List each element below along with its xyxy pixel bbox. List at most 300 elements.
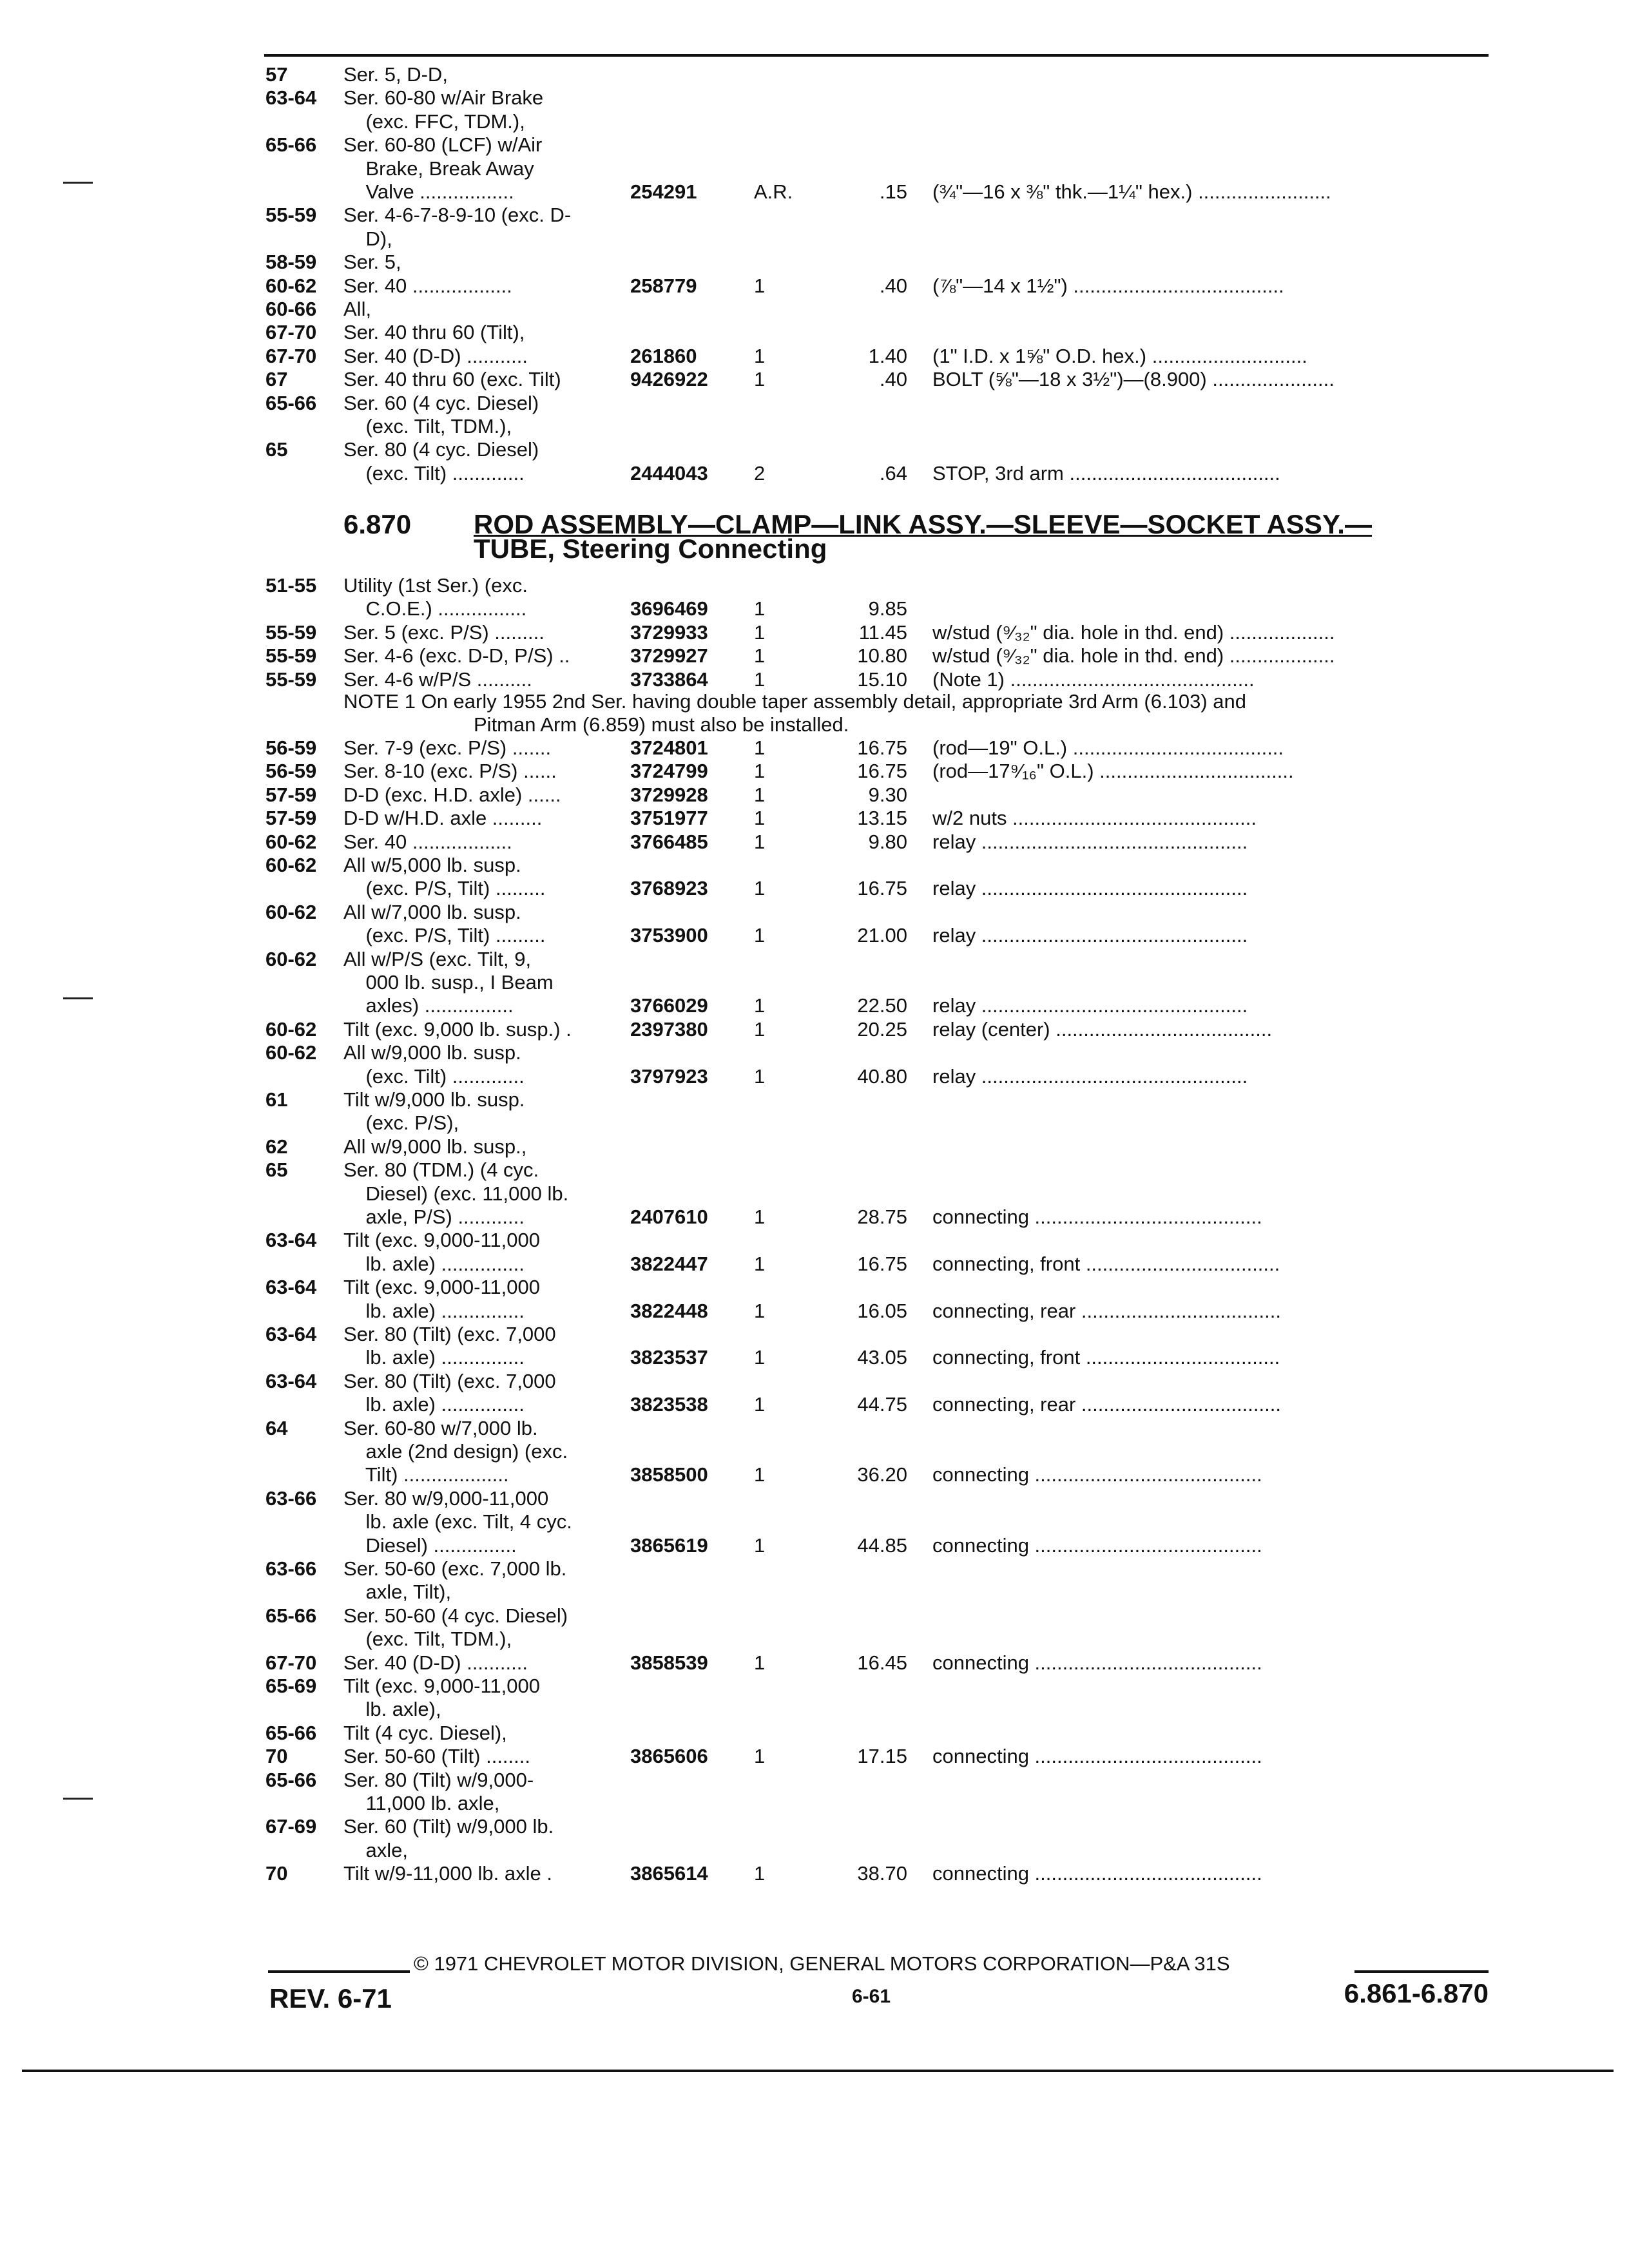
description-cell: Ser. 50-60 (4 cyc. Diesel) [343, 1604, 568, 1627]
price-cell: 16.75 [857, 760, 907, 783]
price-cell: 40.80 [857, 1064, 907, 1088]
price-cell: 16.75 [857, 736, 907, 759]
quantity-cell: 1 [754, 1533, 766, 1557]
table-row [0, 321, 1629, 344]
remarks-cell: (¾"—16 x ⅜" thk.—1¼" hex.) ........................ [932, 180, 1331, 203]
description-cell: (exc. Tilt, TDM.), [343, 1628, 512, 1651]
description-cell: lb. axle) ............... [343, 1346, 525, 1369]
quantity-cell: 1 [754, 1651, 766, 1674]
quantity-cell: 1 [754, 1017, 766, 1041]
quantity-cell: A.R. [754, 180, 793, 203]
remarks-cell: connecting ......................................... [932, 1533, 1262, 1557]
section-range: 6.861-6.870 [1344, 1978, 1489, 2008]
part-number-cell: 3729933 [630, 620, 708, 644]
table-row [0, 345, 1629, 368]
year-cell: 67-69 [265, 1815, 317, 1838]
remarks-cell: (Note 1) ............................................ [932, 668, 1255, 691]
description-cell: Ser. 80 (4 cyc. Diesel) [343, 438, 539, 461]
quantity-cell: 1 [754, 368, 766, 391]
table-row [0, 971, 1629, 994]
table-row [0, 1393, 1629, 1416]
table-row [0, 251, 1629, 274]
remarks-cell: relay ................................................ [932, 877, 1248, 900]
quantity-cell: 1 [754, 668, 766, 691]
section-number: 6.870 [343, 509, 412, 539]
part-number-cell: 2397380 [630, 1017, 708, 1041]
year-cell: 65-66 [265, 391, 317, 414]
description-cell: Ser. 40 .................. [343, 274, 512, 297]
description-cell: axles) ................ [343, 994, 514, 1017]
part-number-cell: 2407610 [630, 1206, 708, 1228]
description-cell: Ser. 8-10 (exc. P/S) ...... [343, 760, 557, 783]
year-cell: 63-66 [265, 1557, 317, 1580]
year-cell: 63-64 [265, 1229, 317, 1252]
year-cell: 65 [265, 1158, 288, 1182]
year-cell: 60-62 [265, 830, 317, 853]
table-row [0, 1745, 1629, 1768]
table-row [0, 1769, 1629, 1792]
quantity-cell: 1 [754, 644, 766, 668]
year-cell: 67-70 [265, 321, 317, 344]
part-number-cell: 254291 [630, 180, 697, 203]
table-row [0, 621, 1629, 644]
description-cell: axle, P/S) ............ [343, 1206, 525, 1228]
price-cell: 1.40 [868, 344, 907, 367]
description-cell: Ser. 80 (Tilt) (exc. 7,000 [343, 1369, 556, 1392]
quantity-cell: 1 [754, 1346, 766, 1369]
description-cell: (exc. Tilt) ............. [343, 1064, 525, 1088]
remarks-cell: connecting ......................................... [932, 1745, 1262, 1768]
description-cell: 11,000 lb. axle, [343, 1792, 500, 1814]
remarks-cell: relay ................................................ [932, 830, 1248, 853]
table-row [0, 1463, 1629, 1486]
table-row [0, 1323, 1629, 1346]
table-row [0, 994, 1629, 1017]
year-cell: 51-55 [265, 574, 317, 597]
quantity-cell: 1 [754, 1862, 766, 1885]
year-cell: 56-59 [265, 760, 317, 783]
table-row [0, 1088, 1629, 1111]
description-cell: Ser. 40 .................. [343, 830, 512, 853]
description-cell: Ser. 40 thru 60 (exc. Tilt) [343, 368, 561, 391]
table-row [0, 1440, 1629, 1463]
description-cell: Ser. 60 (Tilt) w/9,000 lb. [343, 1815, 554, 1838]
quantity-cell: 1 [754, 924, 766, 947]
part-number-cell: 3797923 [630, 1064, 708, 1088]
table-row [0, 1510, 1629, 1533]
year-cell: 57-59 [265, 807, 317, 830]
price-cell: 16.75 [857, 877, 907, 900]
quantity-cell: 2 [754, 461, 766, 485]
year-cell: 57 [265, 63, 288, 86]
description-cell: D-D (exc. H.D. axle) ...... [343, 783, 561, 806]
description-cell: lb. axle) ............... [343, 1252, 525, 1275]
description-cell: lb. axle) ............... [343, 1393, 525, 1416]
part-number-cell: 9426922 [630, 368, 708, 391]
table-row [0, 807, 1629, 830]
description-cell: Tilt w/9,000 lb. susp. [343, 1088, 525, 1111]
top-rule [264, 54, 1489, 57]
price-cell: 36.20 [857, 1463, 907, 1486]
description-cell: 000 lb. susp., I Beam [343, 971, 554, 994]
price-cell: 16.75 [857, 1252, 907, 1275]
price-cell: 9.80 [868, 830, 907, 853]
year-cell: 63-64 [265, 1276, 317, 1299]
description-cell: Ser. 60 (4 cyc. Diesel) [343, 391, 539, 414]
quantity-cell: 1 [754, 736, 766, 759]
description-cell: Ser. 5, D-D, [343, 63, 448, 86]
price-cell: 22.50 [857, 994, 907, 1017]
remarks-cell: relay ................................................ [932, 924, 1248, 947]
table-row [0, 1628, 1629, 1651]
price-cell: 16.45 [857, 1651, 907, 1674]
table-row [0, 368, 1629, 391]
table-row [0, 133, 1629, 157]
table-row [0, 1182, 1629, 1206]
bottom-rule [22, 2070, 1614, 2072]
table-row [0, 1370, 1629, 1393]
remarks-cell: (rod—17⁹⁄₁₆" O.L.) ................................... [932, 760, 1294, 783]
table-row [0, 227, 1629, 251]
part-number-cell: 261860 [630, 344, 697, 367]
part-number-cell: 3753900 [630, 924, 708, 947]
description-cell: Ser. 40 (D-D) ........... [343, 1651, 528, 1674]
table-row [0, 110, 1629, 133]
part-number-cell: 3766485 [630, 830, 708, 853]
description-cell: Brake, Break Away [343, 157, 534, 180]
description-cell: D), [343, 227, 392, 250]
table-row [0, 760, 1629, 783]
part-number-cell: 2444043 [630, 461, 708, 485]
note-line1: NOTE 1 On early 1955 2nd Ser. having double taper assembly detail, appropriate 3rd Arm (6.103) and [343, 690, 1246, 713]
description-cell: Ser. 60-80 w/7,000 lb. [343, 1416, 538, 1439]
year-cell: 64 [265, 1416, 288, 1439]
year-cell: 57-59 [265, 783, 317, 806]
description-cell: Tilt (exc. 9,000-11,000 [343, 1675, 540, 1697]
table-row [0, 668, 1629, 691]
price-cell: 20.25 [857, 1017, 907, 1041]
description-cell: Ser. 50-60 (Tilt) ........ [343, 1745, 530, 1768]
price-cell: 43.05 [857, 1346, 907, 1369]
table-row [0, 1229, 1629, 1252]
quantity-cell: 1 [754, 1299, 766, 1322]
quantity-cell: 1 [754, 1745, 766, 1768]
revision: REV. 6-71 [269, 1983, 392, 2013]
table-row [0, 86, 1629, 110]
description-cell: Tilt w/9-11,000 lb. axle . [343, 1862, 552, 1885]
table-row [0, 415, 1629, 438]
part-number-cell: 3729928 [630, 783, 708, 806]
description-cell: Tilt (exc. 9,000-11,000 [343, 1229, 540, 1252]
description-cell: Ser. 40 (D-D) ........... [343, 344, 528, 367]
description-cell: Tilt (exc. 9,000 lb. susp.) . [343, 1017, 572, 1041]
year-cell: 67-70 [265, 344, 317, 367]
description-cell: lb. axle) ............... [343, 1299, 525, 1322]
year-cell: 55-59 [265, 204, 317, 227]
table-row [0, 1862, 1629, 1885]
table-row [0, 438, 1629, 461]
year-cell: 55-59 [265, 644, 317, 668]
year-cell: 65-66 [265, 1721, 317, 1744]
year-cell: 63-64 [265, 1323, 317, 1345]
description-cell: (exc. Tilt, TDM.), [343, 415, 512, 437]
description-cell: D-D w/H.D. axle ......... [343, 807, 543, 830]
price-cell: 38.70 [857, 1862, 907, 1885]
year-cell: 63-66 [265, 1486, 317, 1510]
copyright: © 1971 CHEVROLET MOTOR DIVISION, GENERAL MOTORS CORPORATION—P&A 31S [414, 1952, 1230, 1975]
table-row [0, 1111, 1629, 1135]
table-row [0, 1581, 1629, 1604]
quantity-cell: 1 [754, 274, 766, 297]
remarks-cell: connecting ......................................... [932, 1651, 1262, 1674]
part-number-cell: 3768923 [630, 877, 708, 900]
year-cell: 60-62 [265, 1041, 317, 1064]
quantity-cell: 1 [754, 830, 766, 853]
price-cell: 11.45 [858, 620, 907, 644]
description-cell: Valve ................. [343, 180, 514, 203]
year-cell: 65-66 [265, 133, 317, 157]
year-cell: 60-62 [265, 1017, 317, 1041]
table-row [0, 392, 1629, 415]
part-number-cell: 3729927 [630, 644, 708, 668]
table-row [0, 854, 1629, 877]
part-number-cell: 3858539 [630, 1651, 708, 1674]
part-number-cell: 3751977 [630, 807, 708, 830]
year-cell: 65 [265, 438, 288, 461]
quantity-cell: 1 [754, 620, 766, 644]
year-cell: 55-59 [265, 620, 317, 644]
description-cell: All w/9,000 lb. susp., [343, 1135, 527, 1158]
remarks-cell: connecting, front ................................... [932, 1252, 1280, 1275]
description-cell: axle (2nd design) (exc. [343, 1440, 568, 1463]
description-cell: Tilt (exc. 9,000-11,000 [343, 1276, 540, 1299]
part-number-cell: 3822447 [630, 1252, 708, 1275]
year-cell: 67 [265, 368, 288, 391]
part-number-cell: 3733864 [630, 668, 708, 691]
price-cell: 16.05 [857, 1299, 907, 1322]
table-row [0, 574, 1629, 597]
description-cell: Ser. 4-6 (exc. D-D, P/S) .. [343, 644, 570, 668]
price-cell: .40 [879, 274, 907, 297]
table-row [0, 1417, 1629, 1440]
table-row [0, 1792, 1629, 1815]
description-cell: Ser. 5, [343, 251, 401, 274]
remarks-cell: w/2 nuts ............................................ [932, 807, 1257, 830]
description-cell: Ser. 80 w/9,000-11,000 [343, 1486, 549, 1510]
part-number-cell: 3823537 [630, 1346, 708, 1369]
year-cell: 60-62 [265, 900, 317, 923]
description-cell: Ser. 50-60 (exc. 7,000 lb. [343, 1557, 567, 1580]
table-row [0, 877, 1629, 900]
description-cell: Diesel) (exc. 11,000 lb. [343, 1182, 569, 1205]
note-line2: Pitman Arm (6.859) must also be installed. [474, 713, 849, 736]
description-cell: All w/9,000 lb. susp. [343, 1041, 521, 1064]
quantity-cell: 1 [754, 1252, 766, 1275]
table-row [0, 644, 1629, 668]
table-row [0, 1158, 1629, 1182]
remarks-cell: connecting, front ................................... [932, 1346, 1280, 1369]
quantity-cell: 1 [754, 1206, 766, 1228]
year-cell: 63-64 [265, 86, 317, 110]
price-cell: 9.85 [868, 597, 907, 620]
table-row [0, 1698, 1629, 1721]
table-row [0, 157, 1629, 180]
quantity-cell: 1 [754, 783, 766, 806]
price-cell: 10.80 [857, 644, 907, 668]
part-number-cell: 3865614 [630, 1862, 708, 1885]
year-cell: 56-59 [265, 736, 317, 759]
part-number-cell: 3766029 [630, 994, 708, 1017]
remarks-cell: STOP, 3rd arm ...................................... [932, 461, 1280, 485]
description-cell: All w/P/S (exc. Tilt, 9, [343, 947, 532, 970]
table-row [0, 1675, 1629, 1698]
remarks-cell: (⅞"—14 x 1½") ...................................... [932, 274, 1284, 297]
price-cell: 21.00 [857, 924, 907, 947]
quantity-cell: 1 [754, 1064, 766, 1088]
table-row [0, 63, 1629, 86]
description-cell: (exc. Tilt) ............. [343, 461, 525, 485]
year-cell: 60-62 [265, 274, 317, 297]
quantity-cell: 1 [754, 994, 766, 1017]
description-cell: (exc. P/S, Tilt) ......... [343, 924, 546, 947]
description-cell: All, [343, 298, 372, 320]
description-cell: (exc. FFC, TDM.), [343, 110, 525, 133]
price-cell: .40 [879, 368, 907, 391]
description-cell: Tilt (4 cyc. Diesel), [343, 1721, 507, 1744]
price-cell: 9.30 [868, 783, 907, 806]
remarks-cell: w/stud (⁹⁄₃₂" dia. hole in thd. end) ................... [932, 644, 1335, 668]
table-row [0, 1487, 1629, 1510]
description-cell: Diesel) ............... [343, 1533, 517, 1557]
table-row [0, 1534, 1629, 1557]
table-row [0, 180, 1629, 204]
remarks-cell: w/stud (⁹⁄₃₂" dia. hole in thd. end) ................... [932, 620, 1335, 644]
year-cell: 70 [265, 1862, 288, 1885]
table-row [0, 1839, 1629, 1862]
remarks-cell: connecting ......................................... [932, 1862, 1262, 1885]
remarks-cell: relay (center) ....................................... [932, 1017, 1273, 1041]
quantity-cell: 1 [754, 760, 766, 783]
year-cell: 60-62 [265, 947, 317, 970]
table-row [0, 1041, 1629, 1064]
price-cell: 44.85 [857, 1533, 907, 1557]
description-cell: (exc. P/S), [343, 1111, 459, 1135]
quantity-cell: 1 [754, 1393, 766, 1416]
description-cell: Ser. 60-80 (LCF) w/Air [343, 133, 543, 157]
year-cell: 63-64 [265, 1369, 317, 1392]
price-cell: 15.10 [857, 668, 907, 691]
table-row [0, 1346, 1629, 1369]
table-row [0, 1557, 1629, 1581]
year-cell: 67-70 [265, 1651, 317, 1674]
description-cell: All w/7,000 lb. susp. [343, 900, 521, 923]
table-row [0, 1651, 1629, 1675]
year-cell: 65-69 [265, 1675, 317, 1697]
price-cell: .64 [879, 461, 907, 485]
part-number-cell: 3724799 [630, 760, 708, 783]
table-row [0, 924, 1629, 947]
description-cell: Ser. 4-6 w/P/S .......... [343, 668, 532, 691]
price-cell: 17.15 [857, 1745, 907, 1768]
year-cell: 65-66 [265, 1768, 317, 1791]
table-row [0, 901, 1629, 924]
quantity-cell: 1 [754, 597, 766, 620]
year-cell: 65-66 [265, 1604, 317, 1627]
year-cell: 60-62 [265, 854, 317, 876]
description-cell: Ser. 60-80 w/Air Brake [343, 86, 544, 110]
remarks-cell: connecting ......................................... [932, 1463, 1262, 1486]
part-number-cell: 3696469 [630, 597, 708, 620]
description-cell: lb. axle), [343, 1698, 441, 1721]
part-number-cell: 3724801 [630, 736, 708, 759]
table-row [0, 1604, 1629, 1628]
section-title-line1: ROD ASSEMBLY—CLAMP—LINK ASSY.—SLEEVE—SOCKET ASSY.— [474, 509, 1372, 539]
table-row [0, 298, 1629, 321]
table-row [0, 783, 1629, 807]
table-row [0, 1276, 1629, 1299]
part-number-cell: 3858500 [630, 1463, 708, 1486]
table-row [0, 736, 1629, 760]
quantity-cell: 1 [754, 344, 766, 367]
year-cell: 61 [265, 1088, 288, 1111]
remarks-cell: (rod—19" O.L.) ...................................... [932, 736, 1284, 759]
page-number: 6-61 [852, 1986, 891, 2007]
price-cell: 13.15 [857, 807, 907, 830]
year-cell: 62 [265, 1135, 288, 1158]
quantity-cell: 1 [754, 877, 766, 900]
description-cell: Tilt) ................... [343, 1463, 509, 1486]
year-cell: 70 [265, 1745, 288, 1768]
description-cell: (exc. P/S, Tilt) ......... [343, 877, 546, 900]
description-cell: axle, Tilt), [343, 1581, 452, 1604]
description-cell: Ser. 40 thru 60 (Tilt), [343, 321, 525, 344]
remarks-cell: connecting, rear .................................... [932, 1393, 1281, 1416]
quantity-cell: 1 [754, 1463, 766, 1486]
section-title-line2: TUBE, Steering Connecting [474, 533, 827, 564]
remarks-cell: relay ................................................ [932, 994, 1248, 1017]
description-cell: C.O.E.) ................ [343, 597, 527, 620]
remarks-cell: BOLT (⅝"—18 x 3½")—(8.900) ...................... [932, 368, 1335, 391]
remarks-cell: connecting ......................................... [932, 1206, 1262, 1228]
table-row [0, 597, 1629, 620]
description-cell: lb. axle (exc. Tilt, 4 cyc. [343, 1510, 572, 1533]
description-cell: All w/5,000 lb. susp. [343, 854, 521, 876]
table-row [0, 1018, 1629, 1041]
year-cell: 55-59 [265, 668, 317, 691]
table-row [0, 1300, 1629, 1323]
table-row [0, 1065, 1629, 1088]
year-cell: 60-66 [265, 298, 317, 320]
description-cell: Ser. 7-9 (exc. P/S) ....... [343, 736, 552, 759]
part-number-cell: 3822448 [630, 1299, 708, 1322]
table-row [0, 274, 1629, 298]
part-number-cell: 3865619 [630, 1533, 708, 1557]
description-cell: Ser. 80 (Tilt) w/9,000- [343, 1768, 534, 1791]
quantity-cell: 1 [754, 807, 766, 830]
price-cell: 28.75 [857, 1206, 907, 1228]
table-row [0, 1206, 1629, 1229]
description-cell: axle, [343, 1838, 408, 1861]
description-cell: Utility (1st Ser.) (exc. [343, 574, 528, 597]
remarks-cell: relay ................................................ [932, 1064, 1248, 1088]
table-row [0, 1815, 1629, 1838]
table-row [0, 831, 1629, 854]
table-row [0, 462, 1629, 485]
description-cell: Ser. 80 (Tilt) (exc. 7,000 [343, 1323, 556, 1345]
part-number-cell: 3823538 [630, 1393, 708, 1416]
footer-rule-left [268, 1970, 410, 1973]
table-row [0, 204, 1629, 227]
